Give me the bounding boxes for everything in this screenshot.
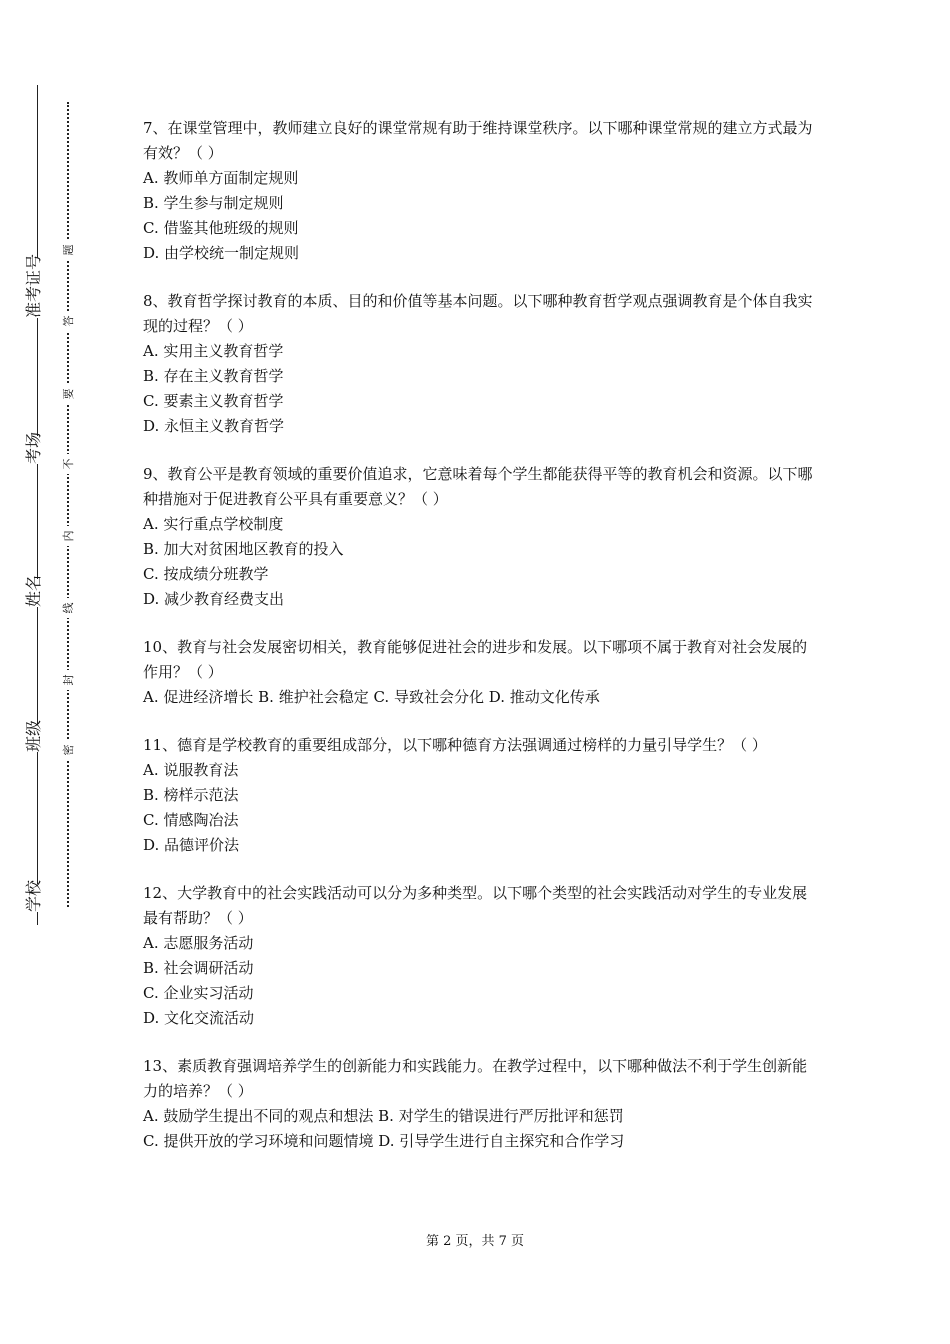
option-d: D. 永恒主义教育哲学 xyxy=(143,417,285,435)
option-b: B. 加大对贫困地区教育的投入 xyxy=(143,540,344,558)
binding-dotted-line xyxy=(67,102,69,907)
option-d: D. 减少教育经费支出 xyxy=(143,590,285,608)
seal-char: 题 xyxy=(60,240,76,260)
option-a: A. 说服教育法 xyxy=(143,761,239,779)
option-b: B. 存在主义教育哲学 xyxy=(143,367,284,385)
option-a: A. 志愿服务活动 xyxy=(143,934,254,952)
option-c: C. 借鉴其他班级的规则 xyxy=(143,219,299,237)
option-b: B. 榜样示范法 xyxy=(143,786,239,804)
question-list xyxy=(143,116,813,1177)
seal-char: 线 xyxy=(60,598,76,618)
question-9 xyxy=(143,462,813,612)
option-d: D. 品德评价法 xyxy=(143,836,240,854)
question-11 xyxy=(143,733,813,858)
binding-label-ticket-number: 准考证号 xyxy=(24,253,43,318)
seal-char: 封 xyxy=(60,670,76,690)
options-inline: A. 促进经济增长 B. 维护社会稳定 C. 导致社会分化 D. 推动文化传承 xyxy=(143,688,600,706)
question-8 xyxy=(143,289,813,439)
option-c: C. 情感陶冶法 xyxy=(143,811,239,829)
seal-char: 内 xyxy=(60,526,76,546)
binding-label-exam-room: 考场 xyxy=(24,431,43,464)
question-stem: 7、在课堂管理中，教师建立良好的课堂常规有助于维持课堂秩序。以下哪种课堂常规的建立方式最为有效？（ ） xyxy=(143,119,813,162)
question-stem: 12、大学教育中的社会实践活动可以分为多种类型。以下哪个类型的社会实践活动对学生的专业发展最有帮助？（ ） xyxy=(143,884,808,927)
page-footer: 第 2 页，共 7 页 xyxy=(425,1234,525,1249)
question-stem: 9、教育公平是教育领域的重要价值追求，它意味着每个学生都能获得平等的教育机会和资源。以下哪种措施对于促进教育公平具有重要意义？（ ） xyxy=(143,465,813,508)
seal-char: 要 xyxy=(60,384,76,404)
question-stem: 10、教育与社会发展密切相关，教育能够促进社会的进步和发展。以下哪项不属于教育对社会发展的作用？（ ） xyxy=(143,638,808,681)
options-inline-ab: A. 鼓励学生提出不同的观点和想法 B. 对学生的错误进行严厉批评和惩罚 xyxy=(143,1107,624,1125)
option-a: A. 教师单方面制定规则 xyxy=(143,169,299,187)
option-b: B. 学生参与制定规则 xyxy=(143,194,284,212)
option-b: B. 社会调研活动 xyxy=(143,959,254,977)
option-d: D. 文化交流活动 xyxy=(143,1009,255,1027)
option-c: C. 企业实习活动 xyxy=(143,984,254,1002)
question-7 xyxy=(143,116,813,266)
question-13 xyxy=(143,1054,813,1154)
question-stem: 8、教育哲学探讨教育的本质、目的和价值等基本问题。以下哪种教育哲学观点强调教育是个体自我实现的过程？（ ） xyxy=(143,292,813,335)
option-a: A. 实行重点学校制度 xyxy=(143,515,284,533)
binding-label-class: 班级 xyxy=(24,719,43,752)
seal-char: 答 xyxy=(60,311,76,331)
seal-char: 密 xyxy=(60,740,76,760)
option-c: C. 按成绩分班教学 xyxy=(143,565,269,583)
option-a: A. 实用主义教育哲学 xyxy=(143,342,284,360)
binding-solid-line xyxy=(37,85,38,925)
binding-label-name: 姓名 xyxy=(24,574,43,607)
question-12 xyxy=(143,881,813,1031)
binding-label-school: 学校 xyxy=(24,879,43,912)
question-10 xyxy=(143,635,813,710)
question-stem: 11、德育是学校教育的重要组成部分，以下哪种德育方法强调通过榜样的力量引导学生？（ ） xyxy=(143,736,767,754)
option-d: D. 由学校统一制定规则 xyxy=(143,244,300,262)
seal-char: 不 xyxy=(60,454,76,474)
option-c: C. 要素主义教育哲学 xyxy=(143,392,284,410)
options-inline-cd: C. 提供开放的学习环境和问题情境 D. 引导学生进行自主探究和合作学习 xyxy=(143,1132,625,1150)
question-stem: 13、素质教育强调培养学生的创新能力和实践能力。在教学过程中，以下哪种做法不利于学生创新能力的培养？（ ） xyxy=(143,1057,808,1100)
